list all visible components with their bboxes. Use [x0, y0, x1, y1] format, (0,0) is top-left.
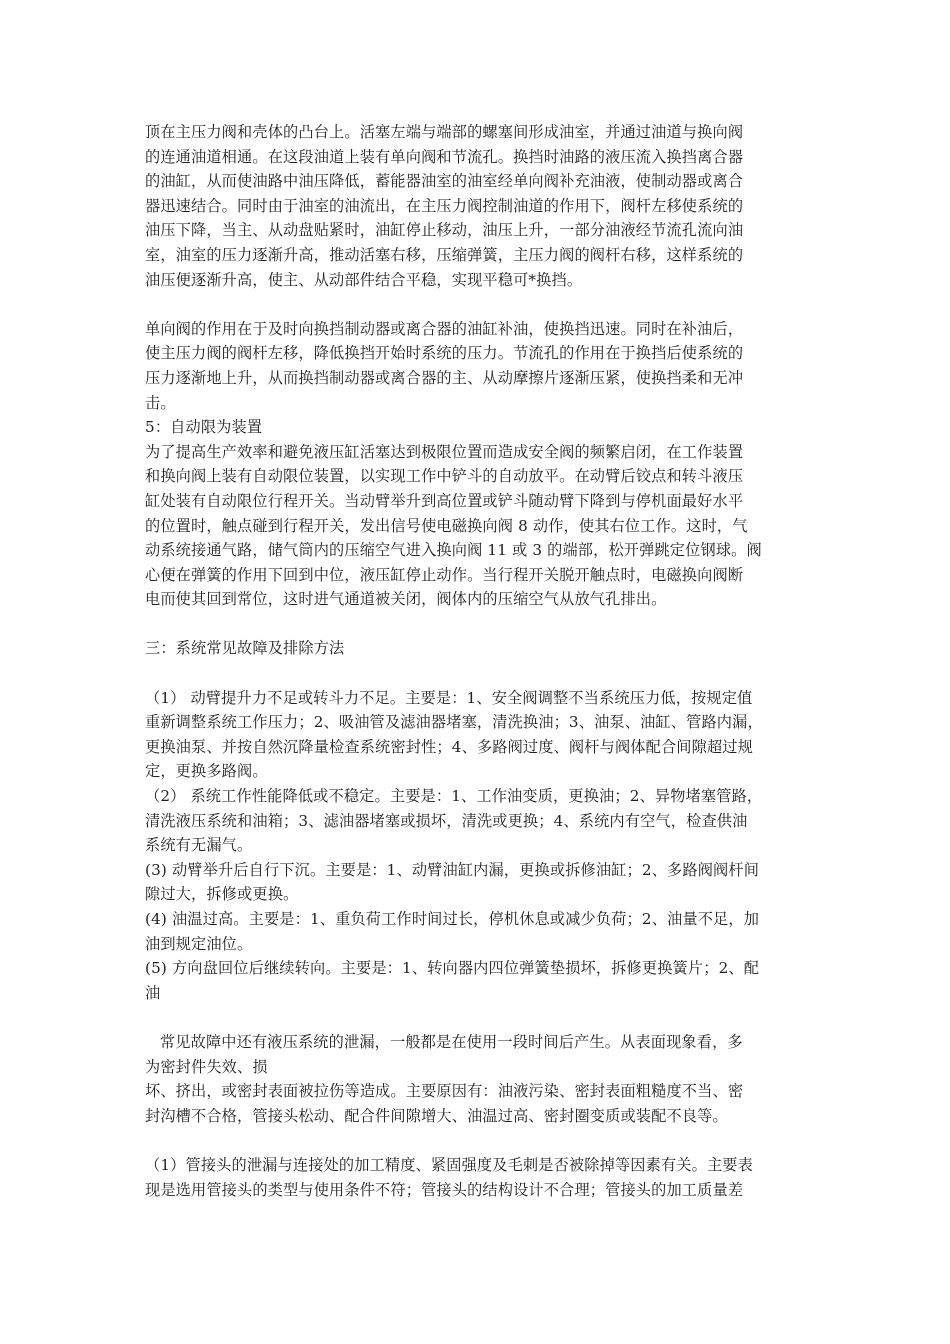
text-line: 现是选用管接头的类型与使用条件不符；管接头的结构设计不合理；管接头的加工质量差 — [145, 1180, 744, 1199]
text-line: 单向阀的作用在于及时向换挡制动器或离合器的油缸补油，使换挡迅速。同时在补油后， — [145, 319, 744, 338]
paragraph-leakage — [145, 1030, 813, 1128]
fault-list — [145, 686, 813, 1006]
list-item: (4) 油温过高。主要是：1、重负荷工作时间过长，停机休息或减少负荷；2、油量不足，加 — [145, 910, 760, 928]
list-item: (3) 动臂举升后自行下沉。主要是：1、动臂油缸内漏，更换或拆修油缸；2、多路阀阀杆间 — [145, 860, 760, 879]
paragraph-gap — [145, 661, 813, 686]
text-line: 电而使其回到常位，这时进气通道被关闭，阀体内的压缩空气从放气孔排出。 — [145, 590, 667, 609]
paragraph-gap — [145, 612, 813, 637]
paragraph-gap — [145, 1128, 813, 1153]
text-line: 的连通油道相通。在这段油道上装有单向阀和节流孔。换挡时油路的液压流入换挡离合器 — [145, 147, 744, 166]
text-line: 油压便逐渐升高，使主、从动部件结合平稳，实现平稳可*换挡。 — [145, 270, 583, 289]
text-line: 的位置时，触点碰到行程开关，发出信号使电磁换向阀 8 动作，使其右位工作。这时，气 — [145, 516, 748, 535]
paragraph-oil-chamber — [145, 120, 813, 292]
text-line: 坏、挤出，或密封表面被拉伤等造成。主要原因有：油液污染、密封表面粗糙度不当、密 — [145, 1082, 744, 1101]
list-item: 清洗液压系统和油箱；3、滤油器堵塞或损坏，清洗或更换；4、系统内有空气，检查供油 — [145, 811, 748, 830]
heading-text: 三：系统常见故障及排除方法 — [145, 639, 345, 658]
list-item: 隙过大，拆修或更换。 — [145, 885, 299, 904]
list-item: 更换油泵、并按自然沉降量检查系统密封性；4、多路阀过度、阀杆与阀体配合间隙超过规 — [145, 737, 753, 756]
list-item: 油到规定油位。 — [145, 934, 253, 953]
text-line: 为密封件失效、损 — [145, 1057, 268, 1076]
text-line: 缸处装有自动限位行程开关。当动臂举升到高位置或铲斗随动臂下降到与停机面最好水平 — [145, 491, 744, 510]
text-line: 使主压力阀的阀杆左移，降低换挡开始时系统的压力。节流孔的作用在于换挡后使系统的 — [145, 344, 744, 363]
section-heading-auto-limit: 5：自动限为装置 — [145, 418, 263, 437]
list-item: （1） 动臂提升力不足或转斗力不足。主要是：1、安全阀调整不当系统压力低，按规定值 — [145, 688, 753, 707]
text-line: 击。 — [145, 393, 176, 412]
paragraph-gap — [145, 292, 813, 317]
text-line: 压力逐渐地上升，从而换挡制动器或离合器的主、从动摩擦片逐渐压紧，使换挡柔和无冲 — [145, 368, 744, 387]
text-line: 动系统接通气路，储气筒内的压缩空气进入换向阀 11 或 3 的端部，松开弹跳定位钢球。阀 — [145, 541, 762, 560]
section-heading-faults — [145, 636, 813, 661]
paragraph-gap — [145, 1005, 813, 1030]
list-item: （2） 系统工作性能降低或不稳定。主要是：1、工作油变质，更换油；2、异物堵塞管路， — [145, 787, 763, 806]
document-page — [145, 120, 813, 1202]
paragraph-check-valve — [145, 317, 813, 612]
list-item: (5) 方向盘回位后继续转向。主要是：1、转向器内四位弹簧垫损坏，拆修更换簧片；2、配 — [145, 959, 760, 978]
text-line: 顶在主压力阀和壳体的凸台上。活塞左端与端部的螺塞间形成油室，并通过油道与换向阀 — [145, 123, 744, 141]
list-item: 重新调整系统工作压力；2、吸油管及滤油器堵塞，清洗换油；3、油泵、油缸、管路内漏， — [145, 713, 763, 732]
text-line: 室，油室的压力逐渐升高，推动活塞右移，压缩弹簧，主压力阀的阀杆右移，这样系统的 — [145, 245, 744, 264]
text-line: （1）管接头的泄漏与连接处的加工精度、紧固强度及毛刺是否被除掉等因素有关。主要表 — [145, 1155, 753, 1174]
text-line: 器迅速结合。同时由于油室的油流出，在主压力阀控制油道的作用下，阀杆左移使系统的 — [145, 196, 744, 215]
list-item: 定，更换多路阀。 — [145, 762, 268, 781]
text-line: 封沟槽不合格，管接头松动、配合件间隙增大、油温过高、密封圈变质或装配不良等。 — [145, 1106, 728, 1125]
text-line: 心便在弹簧的作用下回到中位，液压缸停止动作。当行程开关脱开触点时，电磁换向阀断 — [145, 565, 744, 584]
text-line: 的油缸，从而使油路中油压降低，蓄能器油室的油室经单向阀补充油液，使制动器或离合 — [145, 172, 744, 191]
text-line: 油压下降，当主、从动盘贴紧时，油缸停止移动，油压上升，一部分油液经节流孔流向油 — [145, 221, 744, 240]
paragraph-pipe-joint — [145, 1153, 813, 1202]
list-item: 系统有无漏气。 — [145, 836, 253, 855]
text-line: 为了提高生产效率和避免液压缸活塞达到极限位置而造成安全阀的频繁启闭，在工作装置 — [145, 442, 744, 461]
list-item: 油 — [145, 983, 161, 1002]
text-line: 和换向阀上装有自动限位装置，以实现工作中铲斗的自动放平。在动臂后铰点和转斗液压 — [145, 467, 744, 486]
text-line: 常见故障中还有液压系统的泄漏，一般都是在使用一段时间后产生。从表面现象看，多 — [145, 1032, 743, 1051]
